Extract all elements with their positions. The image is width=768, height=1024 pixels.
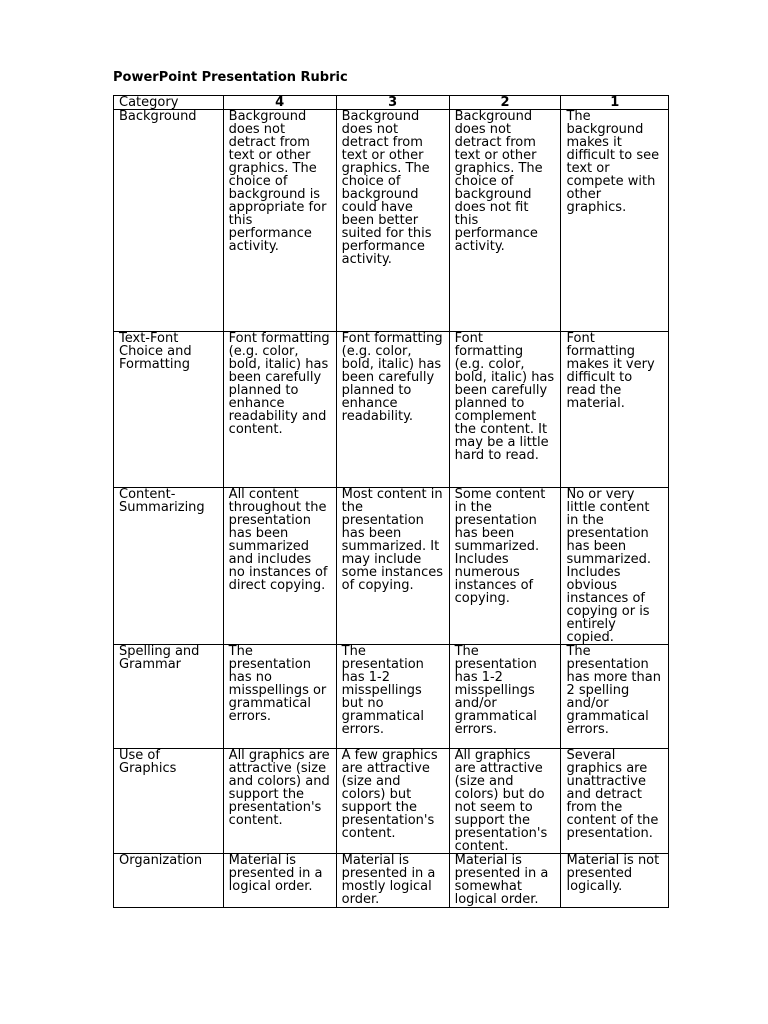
document-title: PowerPoint Presentation Rubric bbox=[113, 70, 348, 85]
cell-score-1: Material is not presented logically. bbox=[561, 854, 669, 908]
cell-score-4: Background does not detract from text or other graphics. The choice of background is appropriate for this performance activity. bbox=[223, 110, 336, 332]
cell-score-4: Material is presented in a logical order. bbox=[223, 854, 336, 908]
cell-score-3: Material is presented in a mostly logical order. bbox=[336, 854, 449, 908]
row-category: Content-Summarizing bbox=[114, 488, 224, 645]
cell-score-1: Font formatting makes it very difficult to read the material. bbox=[561, 332, 669, 488]
header-score-1: 1 bbox=[561, 96, 669, 110]
cell-score-4: Font formatting (e.g. color, bold, italic) has been carefully planned to enhance readability and content. bbox=[223, 332, 336, 488]
header-score-2: 2 bbox=[449, 96, 561, 110]
table-header-row bbox=[114, 96, 669, 110]
cell-score-3: Most content in the presentation has been summarized. It may include some instances of copying. bbox=[336, 488, 449, 645]
cell-score-3: The presentation has 1-2 misspellings but no grammatical errors. bbox=[336, 645, 449, 749]
cell-score-1: Several graphics are unattractive and detract from the content of the presentation. bbox=[561, 749, 669, 854]
header-category: Category bbox=[114, 96, 224, 110]
cell-score-1: The presentation has more than 2 spelling and/or grammatical errors. bbox=[561, 645, 669, 749]
cell-score-2: All graphics are attractive (size and colors) but do not seem to support the presentation's content. bbox=[449, 749, 561, 854]
header-score-3: 3 bbox=[336, 96, 449, 110]
table-row bbox=[114, 854, 669, 908]
cell-score-1: The background makes it difficult to see text or compete with other graphics. bbox=[561, 110, 669, 332]
cell-score-4: The presentation has no misspellings or grammatical errors. bbox=[223, 645, 336, 749]
cell-score-1: No or very little content in the presentation has been summarized. Includes obvious instances of copying or is entirely copied. bbox=[561, 488, 669, 645]
cell-score-3: Font formatting (e.g. color, bold, italic) has been carefully planned to enhance readability. bbox=[336, 332, 449, 488]
cell-score-4: All content throughout the presentation has been summarized and includes no instances of direct copying. bbox=[223, 488, 336, 645]
cell-score-2: Background does not detract from text or other graphics. The choice of background does not fit this performance activity. bbox=[449, 110, 561, 332]
table-row bbox=[114, 110, 669, 332]
cell-score-2: Font formatting (e.g. color, bold, italic) has been carefully planned to complement the content. It may be a little hard to read. bbox=[449, 332, 561, 488]
table-row bbox=[114, 332, 669, 488]
cell-score-3: Background does not detract from text or other graphics. The choice of background could have been better suited for this performance activity. bbox=[336, 110, 449, 332]
row-category: Text-Font Choice and Formatting bbox=[114, 332, 224, 488]
cell-score-2: Some content in the presentation has been summarized. Includes numerous instances of copying. bbox=[449, 488, 561, 645]
cell-score-2: The presentation has 1-2 misspellings and/or grammatical errors. bbox=[449, 645, 561, 749]
rubric-table bbox=[113, 95, 669, 908]
row-category: Organization bbox=[114, 854, 224, 908]
row-category: Background bbox=[114, 110, 224, 332]
cell-score-3: A few graphics are attractive (size and colors) but support the presentation's content. bbox=[336, 749, 449, 854]
row-category: Spelling and Grammar bbox=[114, 645, 224, 749]
cell-score-2: Material is presented in a somewhat logical order. bbox=[449, 854, 561, 908]
table-row bbox=[114, 749, 669, 854]
cell-score-4: All graphics are attractive (size and colors) and support the presentation's content. bbox=[223, 749, 336, 854]
row-category: Use of Graphics bbox=[114, 749, 224, 854]
header-score-4: 4 bbox=[223, 96, 336, 110]
table-row bbox=[114, 645, 669, 749]
table-row bbox=[114, 488, 669, 645]
